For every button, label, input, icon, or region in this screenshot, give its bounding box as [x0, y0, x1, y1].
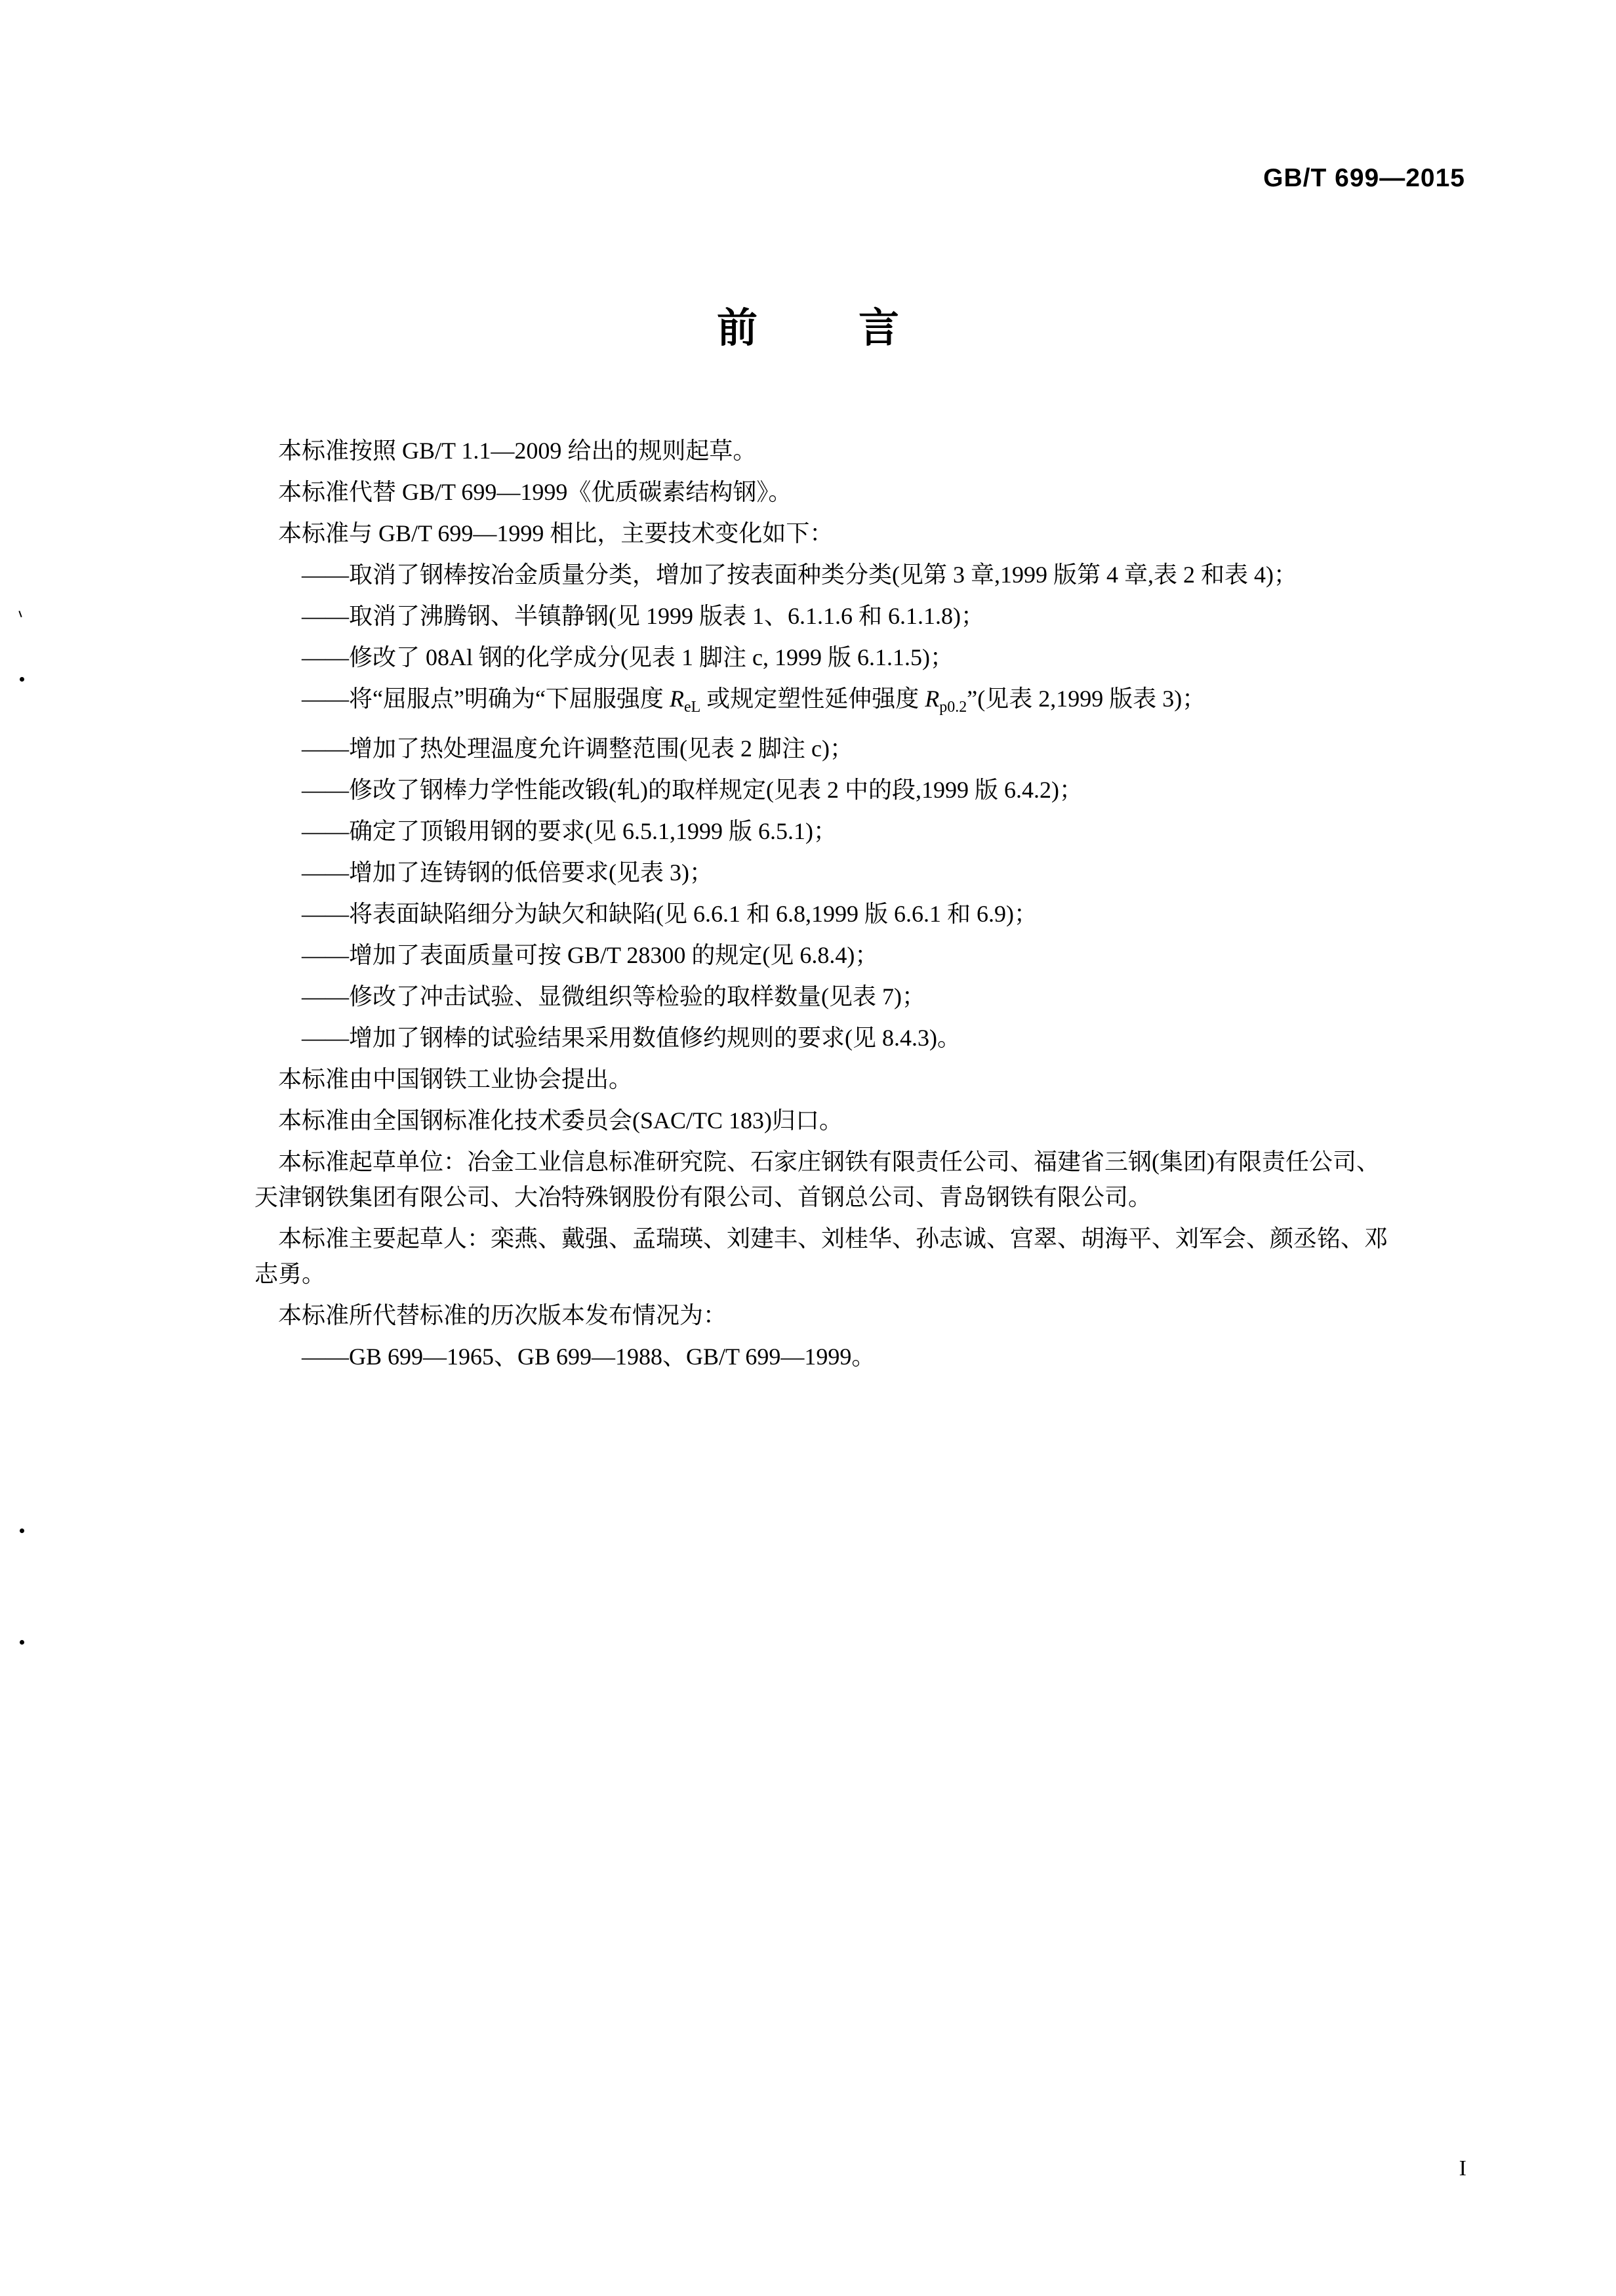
drafters-line: 本标准主要起草人：栾燕、戴强、孟瑞瑛、刘建丰、刘桂华、孙志诚、宫翠、胡海平、刘军会、颜丞铭、邓志勇。	[254, 1225, 1388, 1288]
change-item-2: ——取消了沸腾钢、半镇静钢(见 1999 版表 1、6.1.1.6 和 6.1.1.8)；	[302, 603, 984, 629]
history-list-line: ——GB 699—1965、GB 699—1988、GB/T 699—1999。	[302, 1343, 876, 1370]
edge-mark-4	[20, 1640, 24, 1645]
intro-line-1: 本标准按照 GB/T 1.1—2009 给出的规则起草。	[278, 438, 757, 464]
history-intro-line: 本标准所代替标准的历次版本发布情况为：	[278, 1302, 727, 1329]
change-item-9: ——将表面缺陷细分为缺欠和缺陷(见 6.6.1 和 6.8,1999 版 6.6.1 和 6.9)；	[302, 901, 1038, 928]
page-header-standard-id: GB/T 699—2015	[1263, 164, 1465, 192]
change-item-8: ——增加了连铸钢的低倍要求(见表 3)；	[302, 859, 713, 886]
change-item-1: ——取消了钢棒按冶金质量分类，增加了按表面种类分类(见第 3 章,1999 版第 4 章,表 2 和表 4)；	[302, 562, 1297, 588]
foreword-body	[254, 433, 1396, 1380]
change-item-5: ——增加了热处理温度允许调整范围(见表 2 脚注 c)；	[302, 735, 853, 762]
proposer-line: 本标准由中国钢铁工业协会提出。	[278, 1066, 633, 1093]
intro-line-3: 本标准与 GB/T 699—1999 相比，主要技术变化如下：	[278, 520, 834, 546]
change-item-4: ——将“屈服点”明确为“下屈服强度 $R_{eL}$ 或规定塑性延伸强度 $R_{p0.2}$”(见表 2,1999 版表 3)；	[302, 686, 1206, 716]
jurisdiction-line: 本标准由全国钢标准化技术委员会(SAC/TC 183)归口。	[278, 1107, 843, 1134]
edge-mark-1	[18, 611, 22, 617]
edge-mark-3	[20, 1528, 24, 1533]
change-item-3: ——修改了 08Al 钢的化学成分(见表 1 脚注 c, 1999 版 6.1.1.5)；	[302, 644, 954, 670]
edge-mark-2	[20, 677, 24, 682]
intro-line-2: 本标准代替 GB/T 699—1999《优质碳素结构钢》。	[278, 479, 792, 505]
change-item-12: ——增加了钢棒的试验结果采用数值修约规则的要求(见 8.4.3)。	[302, 1025, 961, 1052]
change-item-11: ——修改了冲击试验、显微组织等检验的取样数量(见表 7)；	[302, 983, 925, 1010]
change-item-7: ——确定了顶锻用钢的要求(见 6.5.1,1999 版 6.5.1)；	[302, 818, 837, 845]
page-title: 前 言	[716, 304, 929, 352]
change-item-6: ——修改了钢棒力学性能改锻(轧)的取样规定(见表 2 中的段,1999 版 6.4.2)；	[302, 777, 1083, 804]
change-item-10: ——增加了表面质量可按 GB/T 28300 的规定(见 6.8.4)；	[302, 942, 879, 969]
drafting-units-line: 本标准起草单位：冶金工业信息标准研究院、石家庄钢铁有限责任公司、福建省三钢(集团)有限责任公司、天津钢铁集团有限公司、大冶特殊钢股份有限公司、首钢总公司、青岛钢铁有限公司。	[254, 1149, 1380, 1211]
page-number: I	[1459, 2156, 1466, 2181]
